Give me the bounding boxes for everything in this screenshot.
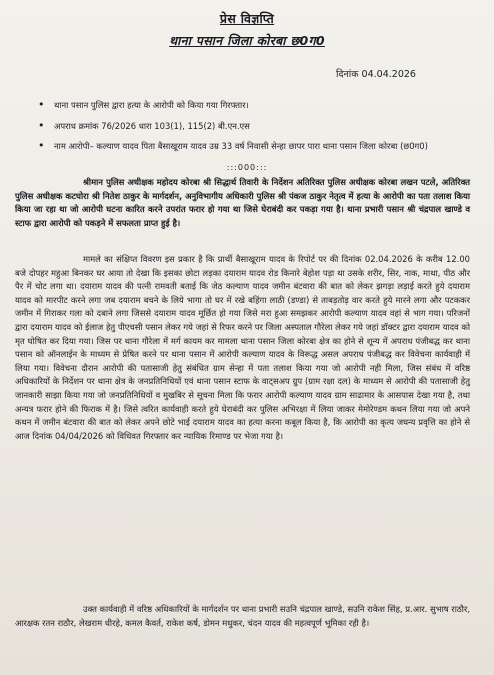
release-date: दिनांक 04.04.2026 — [336, 69, 416, 80]
summary-bullet-list — [36, 99, 466, 161]
bullet-item-arrest: • थाना पसान पुलिस द्वारा हत्या के आरोपी को किया गया गिरफ्तार। — [36, 99, 466, 113]
bullet-item-accused: • नाम आरोपी– कल्याण यादव पिता बैसाखूराम यादव उम्र 33 वर्ष निवासी सेन्हा छापर पारा थाना पसान जिला कोरबा (छ0ग0) — [36, 140, 466, 154]
paragraph-case-details: मामले का संक्षिप्त विवरण इस प्रकार है कि प्रार्थी बैसाखूराम यादव के रिपोर्ट पर की दिनांक 02.04.2026 के करीब 12.00 बजे दोपहर महुआ बिनकर घर आया तो देखा कि इसका छोटा लड़का दयाराम यादव रोड किनारे बेहोश पड़ा था उसके शरीर, सिर, नाक, माथा, पीठ और पैर में चोट लगा था। दयाराम यादव की पत्नी रामवती बताई कि जेठ कल्याण यादव जमीन बंटवारा की बात को लेकर झगड़ा लड़ाई करते हुये दयाराम यादव को मारपीट करने लगा जब दयाराम बचने के लिये भागा तो घर में रखे बहिंगा लाठी (डण्डा) से ताबड़तोड़ वार करते हुये मारने लगा और पटककर जमीन में गिराकर गला को दबाने लगा जिससे दयाराम यादव मूर्छित हो गया जिसे मरा हुआ समझकर आरोपी कल्याण यादव वहां से भाग गया। परिजनों द्वारा दयाराम यादव को ईलाज हेतु पीएचसी पसान लेकर गये जहां से रिफर करने पर जिला अस्पताल गौरेला लेकर गये जहां डॉक्टर द्वारा दयाराम यादव को मृत घोषित कर दिया गया। जिस पर थाना गौरेला में मर्ग कायम कर मामला थाना पसान जिला कोरबा क्षेत्र का होने से शून्य में अपराध पंजीबद्ध कर थाना पसान को ऑनलाईन के माध्यम से प्रेषित करने पर थाना पसान में आरोपी कल्याण यादव के विरूद्ध असल अपराध पंजीबद्ध कर विवेचना कार्यवाही में लिया गया। विवेचना दौरान आरोपी की पतासाजी हेतु संबंधित ग्राम सेन्हा में पता तलाश किया गया जो आरोपी नही मिला, जिस संबंध में वरिष्ठ अधिकारियों के निर्देशन पर थाना क्षेत्र के जनप्रतिनिधियों एवं थाना पसान स्टाफ के वाट्सअप ग्रुप (ग्राम रक्षा दल) के माध्यम से आरोपी की पतासाजी हेतु जानकारी साझा किया गया जो जनप्रतिनिधियों व मुखबिर से सूचना मिला कि फरार आरोपी कल्याण यादव ग्राम साढामार के आसपास देखा गया है, तथा अन्यत्र फरार होने की फिराक में है। जिसे त्वरित कार्यवाही करते हुये घेराबंदी कर पुलिस अभिरक्षा में लिया जाकर मेमोरेण्डम कथन लिया गया जो अपने कथन में जमीन बंटवारा की बात को लेकर अपने छोटे भाई दयाराम यादव का हत्या करना कबूल किया है, कि आरोपी का कृत्य जघन्य प्रवृत्ति का होने से आज दिनांक 04/04/2026 को विधिवत गिरफ्तार कर न्यायिक रिमाण्ड पर भेजा गया है। — [15, 254, 470, 441]
press-release-heading: प्रेस विज्ञप्ति — [219, 11, 275, 26]
section-separator: :::000::: — [226, 163, 268, 172]
paragraph-officers-guidance: श्रीमान पुलिस अधीक्षक महोदय कोरबा श्री सिद्धार्थ तिवारी के निर्देशन अतिरिक्त पुलिस अधीक्षक कोरबा लखन पटले, अतिरिक्त पुलिस अधीक्षक कटघोरा श्री नितेश ठाकुर के मार्गदर्शन, अनुविभागीय अधिकारी पुलिस श्री पंकज ठाकुर नेतृत्व में हत्या के आरोपी का पता तलाश किया किया जा रहा था जो आरोपी घटना कारित करने उपरांत फरार हो गया था जिसे घेराबंदी कर पकड़ा गया है। थाना प्रभारी पसान श्री चंद्रपाल खाण्डे व स्टाफ द्वारा आरोपी को पकड़ने में सफलता प्राप्त हुई है। — [15, 177, 470, 228]
bullet-item-case-number: • अपराध क्रमांक 76/2026 धारा 103(1), 115(2) बी.एन.एस — [36, 120, 466, 134]
police-station-heading: थाना पसान जिला कोरबा छ0ग0 — [169, 33, 325, 48]
paragraph-team-credits: उक्त कार्यवाही में वरिष्ठ अधिकारियों के मार्गदर्शन पर थाना प्रभारी सउनि चंद्रपाल खाण्डे, सउनि राकेश सिंह, प्र.आर. सुभाष राठौर, आरक्षक रतन राठौर, लेखराम धीरहे, कमल कैवर्त, राकेश कर्ष, डोमन मधुकर, चंदन यादव की महत्वपूर्ण भूमिका रही है। — [15, 604, 470, 628]
